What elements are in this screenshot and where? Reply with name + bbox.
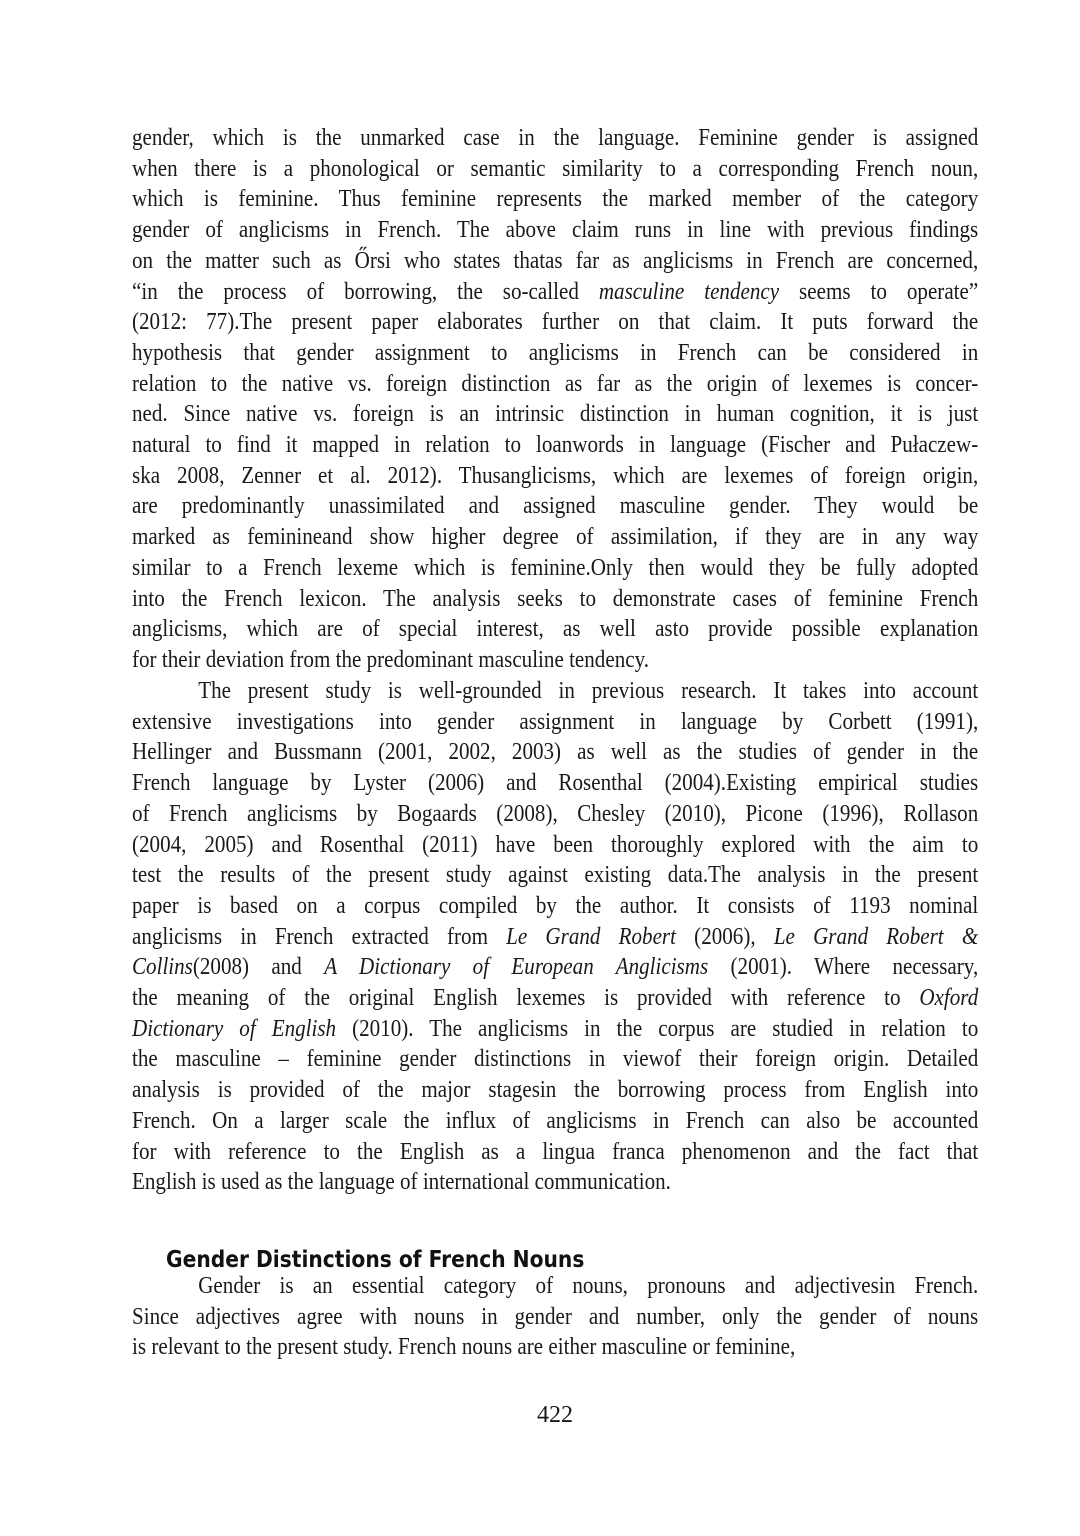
italic-title: Collins (132, 953, 193, 981)
text-line: the masculine – feminine gender distinctions in viewof their foreign origin. Detailed (132, 1045, 979, 1073)
text-line: on the matter such as Őrsi who states thatas far as anglicisms in French are concerned, (132, 246, 979, 274)
italic-title: Oxford (919, 984, 979, 1011)
text-line: French. On a larger scale the influx of anglicisms in French can also be accounted (132, 1106, 979, 1134)
italic-title: A Dictionary of European Anglicisms (324, 953, 709, 981)
text-line: hypothesis that gender assignment to anglicisms in French can be considered in (132, 338, 979, 366)
text-line: Since adjectives agree with nouns in gender and number, only the gender of nouns (132, 1302, 979, 1330)
italic-title: masculine tendency (598, 277, 780, 305)
text-line: relation to the native vs. foreign distinction as far as the origin of lexemes is concer- (132, 369, 979, 397)
text-line: Collins(2008) and A Dictionary of European Anglicisms (2001). Where necessary, (132, 953, 979, 981)
page-number: 422 (537, 1402, 573, 1428)
text-line: for with reference to the English as a lingua franca phenomenon and the fact that (132, 1137, 979, 1165)
text-line: the meaning of the original English lexemes is provided with reference to Oxford (132, 984, 979, 1011)
text-line: extensive investigations into gender assignment in language by Corbett (1991), (132, 707, 979, 735)
text-line: paper is based on a corpus compiled by the author. It consists of 1193 nominal (132, 891, 979, 919)
text-line: natural to find it mapped in relation to loanwords in language (Fischer and Pułaczew- (132, 431, 979, 458)
text-line: gender, which is the unmarked case in the language. Feminine gender is assigned (132, 124, 979, 151)
text-line: Hellinger and Bussmann (2001, 2002, 2003) as well as the studies of gender in the (132, 738, 979, 766)
text-line: Gender is an essential category of nouns, pronouns and adjectivesin French. (198, 1272, 979, 1299)
text-line: “in the process of borrowing, the so-called masculine tendency seems to operate” (132, 277, 979, 305)
text-line: English is used as the language of international communication. (132, 1168, 671, 1196)
text-line: French language by Lyster (2006) and Rosenthal (2004).Existing empirical studies (132, 769, 979, 797)
section-heading: Gender Distinctions of French Nouns (166, 1247, 585, 1273)
text-line: when there is a phonological or semantic similarity to a corresponding French noun, (132, 154, 979, 182)
text-line: The present study is well-grounded in previous research. It takes into account (198, 677, 979, 704)
italic-title: Le Grand Robert (506, 922, 676, 950)
italic-title: Dictionary of English (132, 1014, 337, 1042)
text-line: anglicisms, which are of special interest, as well asto provide possible explanation (132, 615, 979, 643)
text-line: (2012: 77).The present paper elaborates further on that claim. It puts forward the (132, 308, 979, 336)
text-line: for their deviation from the predominant masculine tendency. (132, 645, 650, 673)
text-line: test the results of the present study against existing data.The analysis in the present (132, 861, 979, 889)
text-line: are predominantly unassimilated and assigned masculine gender. They would be (132, 492, 979, 520)
text-line: anglicisms in French extracted from Le Grand Robert (2006), Le Grand Robert & (132, 922, 979, 950)
text-line: into the French lexicon. The analysis seeks to demonstrate cases of feminine French (132, 584, 979, 612)
text-line: is relevant to the present study. French nouns are either masculine or feminine, (132, 1333, 796, 1361)
text-line: of French anglicisms by Bogaards (2008), Chesley (2010), Picone (1996), Rollason (132, 799, 979, 827)
text-line: which is feminine. Thus feminine represents the marked member of the category (132, 185, 979, 213)
text-line: Dictionary of English (2010). The anglicisms in the corpus are studied in relation to (132, 1014, 979, 1042)
italic-title: Le Grand Robert & (773, 922, 979, 950)
text-line: (2004, 2005) and Rosenthal (2011) have been thoroughly explored with the aim to (132, 830, 979, 858)
text-line: similar to a French lexeme which is feminine.Only then would they be fully adopted (132, 553, 979, 581)
text-line: analysis is provided of the major stagesin the borrowing process from English into (132, 1076, 979, 1104)
text-line: ned. Since native vs. foreign is an intrinsic distinction in human cognition, it is just (132, 400, 979, 428)
text-line: ska 2008, Zenner et al. 2012). Thusanglicisms, which are lexemes of foreign origin, (132, 461, 979, 489)
text-line: marked as feminineand show higher degree of assimilation, if they are in any way (132, 523, 979, 551)
text-line: gender of anglicisms in French. The above claim runs in line with previous findings (132, 216, 979, 244)
